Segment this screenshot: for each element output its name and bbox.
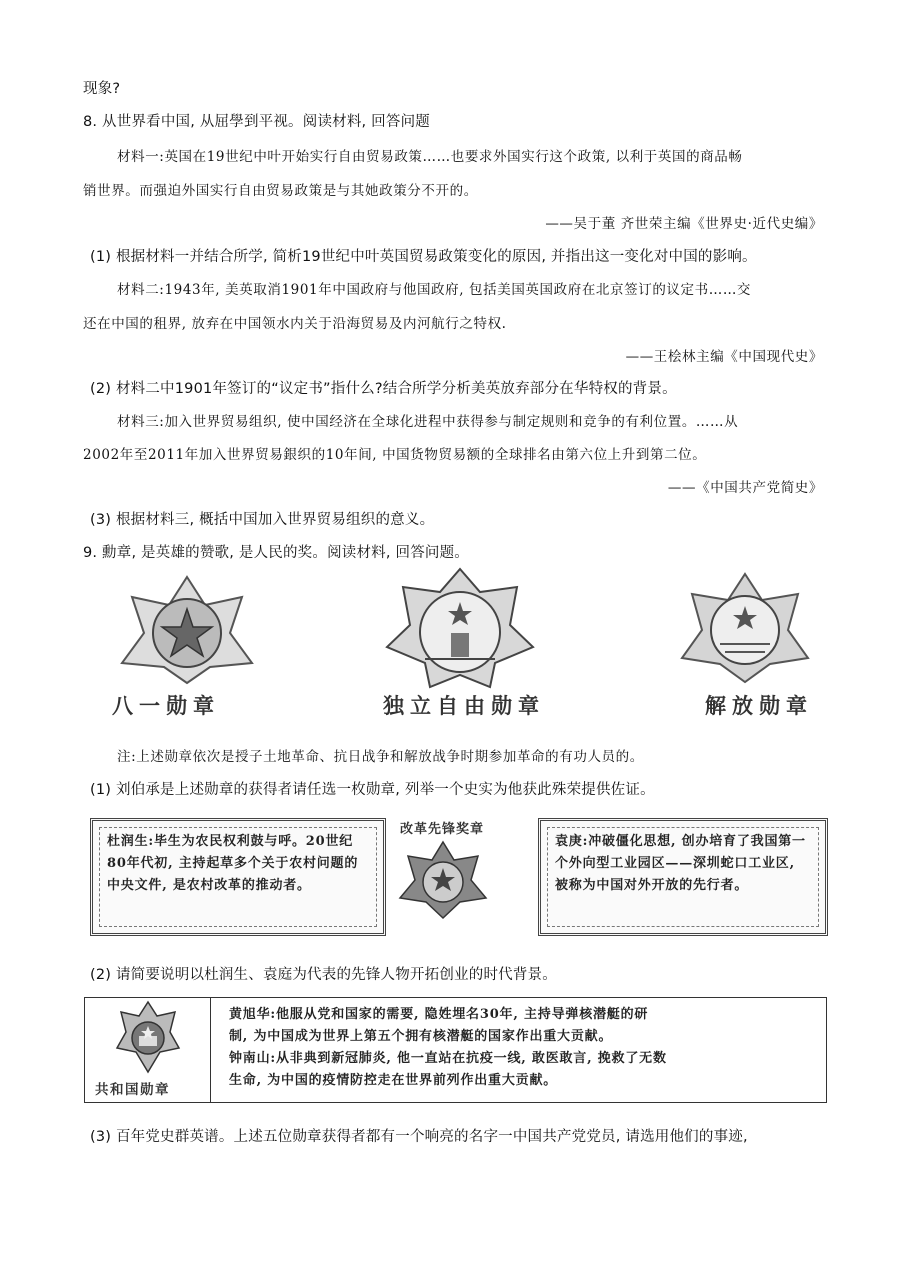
q8-title: 8. 从世界看中国, 从屈學到平视。阅读材料, 回答问题: [83, 114, 430, 130]
jiefang-caption: 解放勋章: [705, 694, 813, 718]
material3-line2: 2002年至2011年加入世界贸易銀织的10年间, 中国货物贸易额的全球排名由第六位上升到第二位。: [83, 447, 707, 463]
material3-source: ——《中国共产党简史》: [667, 480, 823, 496]
q9-sub2: (2) 请简要说明以杜润生、袁庭为代表的先锋人物开拓创业的时代背景。: [90, 967, 557, 983]
du-runsheng-text: 杜润生:毕生为农民权利鼓与呼。20世纪80年代初, 主持起草多个关于农村问题的中央文件, 是农村改革的推动者。: [107, 834, 359, 893]
du-runsheng-card: [90, 818, 386, 936]
q9-sub3: (3) 百年党史群英谱。上述五位勋章获得者都有一个响亮的名字一中国共产党党员, 请选用他们的事迹,: [90, 1129, 748, 1145]
republic-medal-label: 共和国勋章: [95, 1082, 170, 1098]
q8-sub1: (1) 根据材料一并结合所学, 简析19世纪中叶英国贸易政策变化的原因, 并指出这一变化对中国的影响。: [90, 249, 757, 265]
material1-line1: 材料一:英国在19世纪中叶开始实行自由贸易政策……也要求外国实行这个政策, 以利于英国的商品畅: [117, 149, 743, 165]
material3-line1: 材料三:加入世界贸易组织, 使中国经济在全球化进程中获得参与制定规则和竞争的有利位置。……从: [117, 414, 739, 430]
yuan-geng-text: 袁庚:冲破僵化思想, 创办培育了我国第一个外向型工业园区——深圳蛇口工业区, 被称为中国对外开放的先行者。: [555, 834, 806, 893]
republic-medal-image: [115, 1000, 181, 1074]
huang-xuhua-line2: 制, 为中国成为世界上第五个拥有核潜艇的国家作出重大贡献。: [229, 1029, 613, 1044]
duli-medal-image: [385, 567, 535, 689]
zhong-nanshan-line2: 生命, 为中国的疫情防控走在世界前列作出重大贡献。: [229, 1073, 558, 1088]
q9-sub1: (1) 刘伯承是上述勋章的获得者请任选一枚勋章, 列举一个史实为他获此殊荣提供佐证。: [90, 782, 655, 798]
line-prev: 现象?: [83, 81, 121, 97]
material2-line1: 材料二:1943年, 美英取消1901年中国政府与他国政府, 包括美国英国政府在北京签订的议定书……交: [117, 282, 752, 298]
material2-source: ——王桧林主编《中国现代史》: [625, 349, 823, 365]
republic-medal-cell: [85, 998, 211, 1102]
yuan-geng-card: [538, 818, 828, 936]
medal-note: 注:上述勋章依次是授子土地革命、抗日战争和解放战争时期参加革命的有功人员的。: [117, 749, 644, 765]
zhong-nanshan-line1: 钟南山:从非典到新冠肺炎, 他一直站在抗疫一线, 敢医敢言, 挽救了无数: [229, 1051, 667, 1066]
jiefang-medal-image: [680, 572, 810, 684]
material2-line2: 还在中国的租界, 放弃在中国领水内关于沿海贸易及内河航行之特权.: [83, 316, 507, 332]
bayi-medal-image: [112, 575, 262, 685]
q8-sub2: (2) 材料二中1901年签订的“议定书”指什么?结合所学分析美英放弃部分在华特权的背景。: [90, 381, 677, 397]
duli-caption: 独立自由勋章: [383, 694, 545, 718]
material1-source: ——吴于董 齐世荣主编《世界史·近代史编》: [545, 216, 823, 232]
huang-xuhua-line1: 黄旭华:他服从党和国家的需要, 隐姓埋名30年, 主持导弹核潜艇的研: [229, 1007, 649, 1022]
republic-medal-box: [84, 997, 827, 1103]
q8-sub3: (3) 根据材料三, 概括中国加入世界贸易组织的意义。: [90, 512, 435, 528]
bayi-caption: 八一勋章: [112, 694, 220, 718]
q9-title: 9. 勳章, 是英雄的赞歌, 是人民的奖。阅读材料, 回答问题。: [83, 545, 469, 561]
reform-medal-label: 改革先锋奖章: [400, 822, 485, 837]
reform-medal-image: [398, 840, 488, 920]
material1-line2: 销世界。而强迫外国实行自由贸易政策是与其她政策分不开的。: [83, 183, 478, 199]
